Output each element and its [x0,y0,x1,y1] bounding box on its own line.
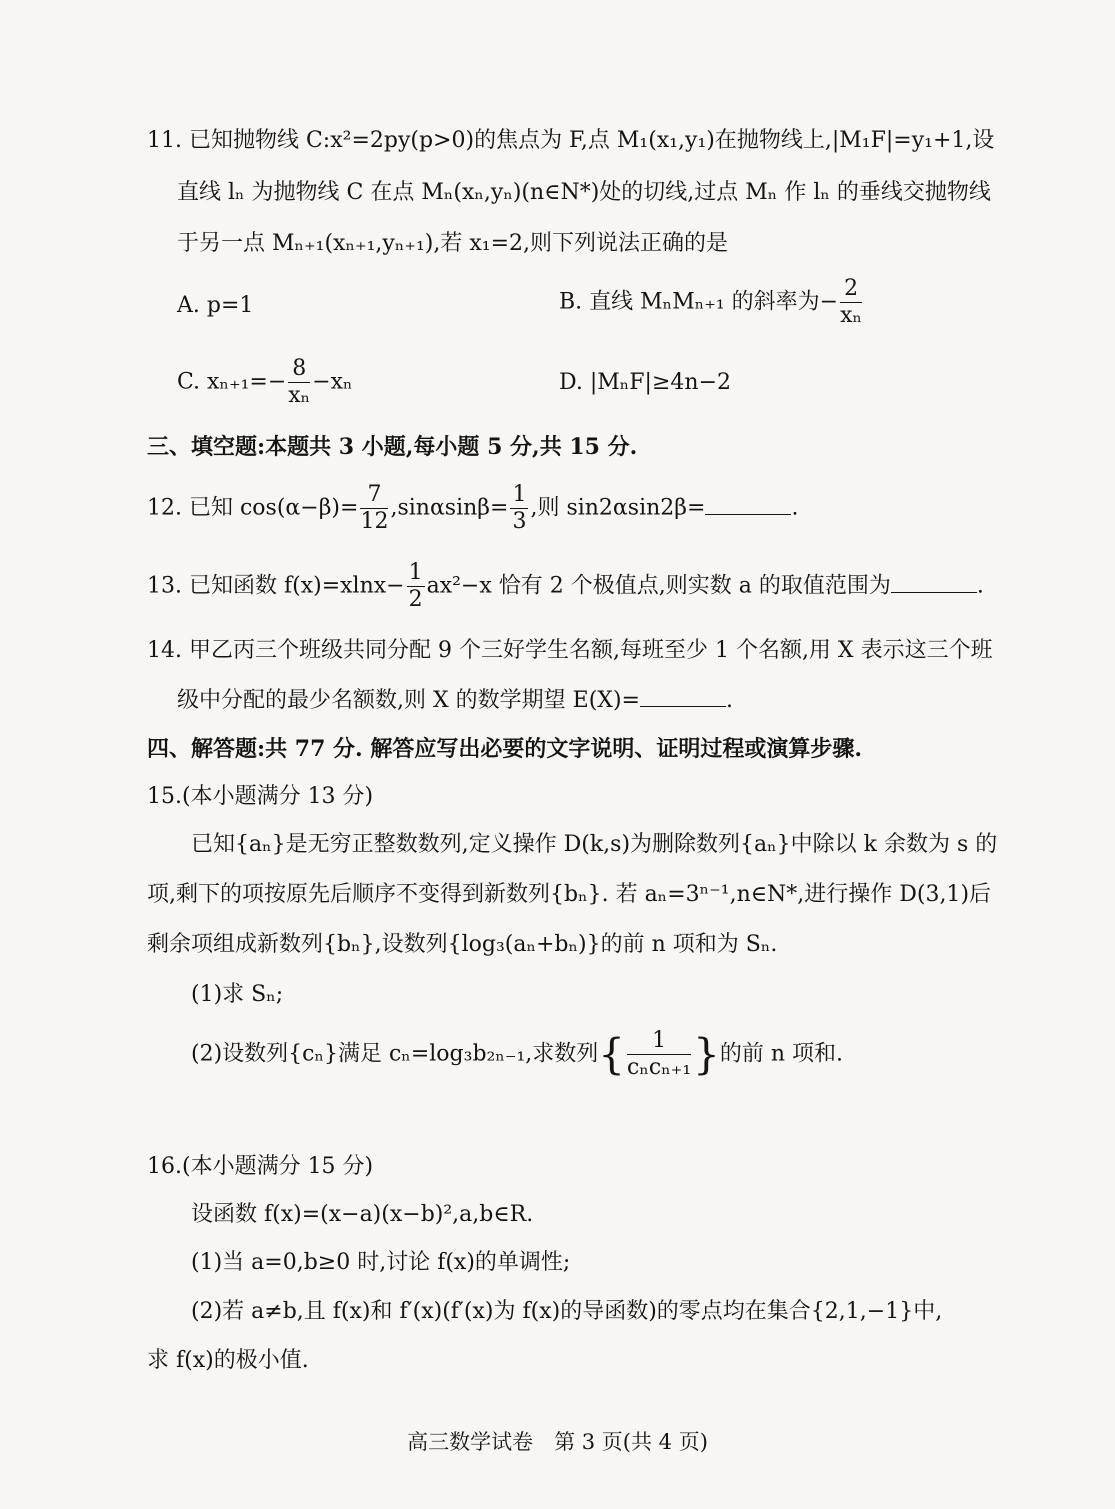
fraction-denominator: 3 [512,509,527,534]
q12-fraction-1 [360,482,388,535]
right-brace: } [693,1029,720,1079]
q11-option-b-fraction [840,276,862,329]
q12 [147,482,798,535]
q13-end: . [976,573,984,599]
q13-text-a: 13. 已知函数 f(x)=xlnx− [147,573,405,599]
fraction-denominator: cₙcₙ₊₁ [627,1055,692,1080]
q15-part2 [191,1028,843,1081]
q15-part2-text: (2)设数列{cₙ}满足 cₙ=log₃b₂ₙ₋₁,求数列 [191,1041,599,1067]
left-brace: { [598,1029,626,1079]
section4-heading: 四、解答题:共 77 分. 解答应写出必要的文字说明、证明过程或演算步骤. [147,736,863,762]
answer-blank [705,496,791,515]
q16-part1: (1)当 a=0,b≥0 时,讨论 f(x)的单调性; [191,1250,571,1275]
q15-fraction [627,1028,691,1081]
q15-part1: (1)求 Sₙ; [191,982,284,1007]
fraction-numerator: 2 [840,276,862,303]
q15-part2-tail: 的前 n 项和. [719,1041,844,1067]
q15-line1: 已知{aₙ}是无穷正整数数列,定义操作 D(k,s)为删除数列{aₙ}中除以 k 余数为 s 的 [191,832,998,857]
q12-text-b: ,sinαsinβ= [390,495,509,521]
section3-heading: 三、填空题:本题共 3 小题,每小题 5 分,共 15 分. [147,434,638,460]
q11-option-b [559,276,864,329]
q13-fraction [407,560,425,613]
q11-option-d: D. |MₙF|≥4n−2 [559,370,732,395]
fraction-numerator: 8 [288,356,310,383]
fraction-numerator: 1 [512,482,527,507]
page-footer: 高三数学试卷 第 3 页(共 4 页) [407,1430,708,1454]
answer-blank [640,688,726,707]
answer-blank [891,574,977,593]
q11-line3: 于另一点 Mₙ₊₁(xₙ₊₁,yₙ₊₁),若 x₁=2,则下列说法正确的是 [177,231,729,256]
q12-text-c: ,则 sin2αsin2β= [530,495,706,521]
q11-line2: 直线 lₙ 为抛物线 C 在点 Mₙ(xₙ,yₙ)(n∈N*)处的切线,过点 Mₙ 作 lₙ 的垂线交抛物线 [177,180,991,205]
fraction-denominator: xₙ [840,303,863,328]
fraction-denominator: 2 [408,587,423,612]
q14-end: . [725,688,733,713]
q13-text-b: ax²−x 恰有 2 个极值点,则实数 a 的取值范围为 [426,573,891,599]
q14-line1: 14. 甲乙丙三个班级共同分配 9 个三好学生名额,每班至少 1 个名额,用 X 表示这三个班 [147,638,993,663]
q11-option-c-fraction [288,356,310,409]
fraction-denominator: xₙ [288,383,311,408]
q11-option-c [177,356,353,409]
fraction-numerator: 1 [627,1028,691,1055]
q12-end: . [791,495,799,521]
q12-text-a: 12. 已知 cos(α−β)= [147,495,359,521]
q14-line2 [177,686,733,716]
fraction-numerator: 1 [408,560,423,585]
q16-line1: 设函数 f(x)=(x−a)(x−b)²,a,b∈R. [191,1202,534,1227]
q15-title: 15.(本小题满分 13 分) [147,784,374,809]
q11-option-a: A. p=1 [177,293,254,318]
q11-option-b-text: B. 直线 MₙMₙ₊₁ 的斜率为− [559,289,839,315]
fraction-denominator: 12 [360,509,389,534]
q11-option-c-text: C. xₙ₊₁=− [177,369,287,395]
q11-line1: 11. 已知抛物线 C:x²=2py(p>0)的焦点为 F,点 M₁(x₁,y₁)在抛物线上,|M₁F|=y₁+1,设 [147,128,995,153]
q11-option-c-tail: −xₙ [312,369,353,395]
q14-text: 级中分配的最少名额数,则 X 的数学期望 E(X)= [177,688,640,713]
q15-line2: 项,剩下的项按原先后顺序不变得到新数列{bₙ}. 若 aₙ=3ⁿ⁻¹,n∈N*,进行操作 D(3,1)后 [147,882,992,907]
q16-part2-cont: 求 f(x)的极小值. [147,1348,309,1373]
q15-line3: 剩余项组成新数列{bₙ},设数列{log₃(aₙ+bₙ)}的前 n 项和为 Sₙ. [147,932,778,957]
q16-title: 16.(本小题满分 15 分) [147,1154,374,1179]
fraction-numerator: 7 [360,482,388,509]
q13 [147,560,984,613]
q12-fraction-2 [510,482,528,535]
q16-part2: (2)若 a≠b,且 f(x)和 f′(x)(f′(x)为 f(x)的导函数)的零点均在集合{2,1,−1}中, [191,1299,943,1324]
